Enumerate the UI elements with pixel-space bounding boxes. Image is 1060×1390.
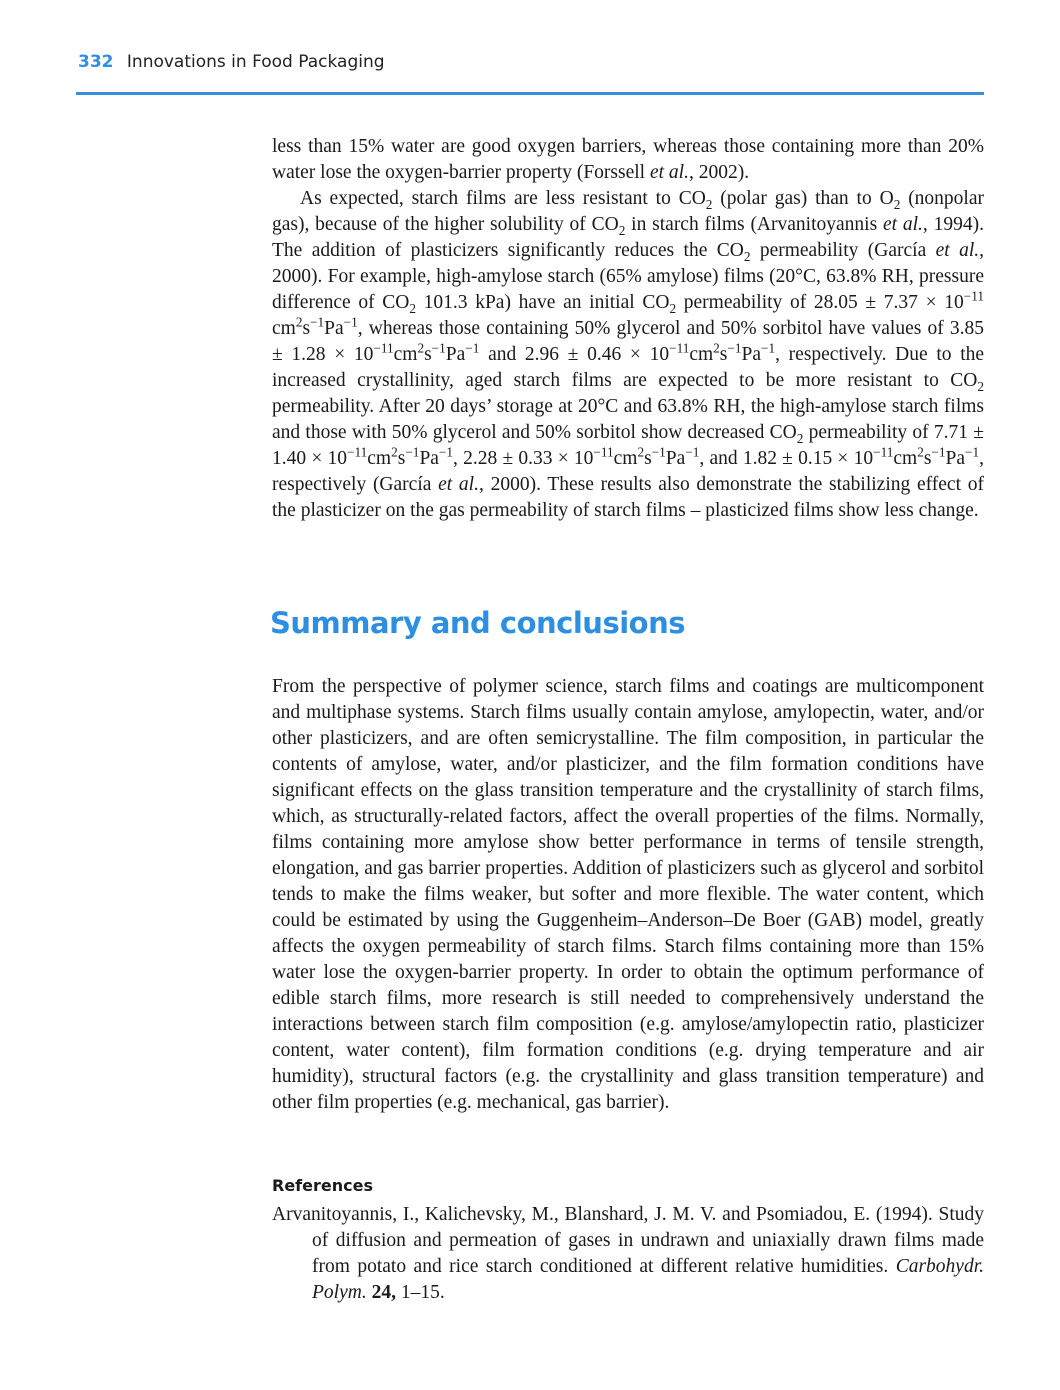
summary-paragraph: From the perspective of polymer science, starch films and coatings are multicomponent and multiphase systems. Starch films usually contain amylose, amylopectin, water, and/or other plasticizers, and are often semicrystalline. The film composition, in particular the contents of amylose, water, and/or plasticizer, and the film formation conditions have significant effects on the glass transition temperature and the crystallinity of starch films, which, as structurally-related factors, affect the overall properties of the films. Normally, films containing more amylose show better performance in terms of tensile strength, elongation, and gas barrier properties. Addition of plasticizers such as glycerol and sorbitol tends to make the films weaker, but softer and more flexible. The water content, which could be estimated by using the Guggenheim–Anderson–De Boer (GAB) model, greatly affects the oxygen permeability of starch films. Starch films containing more than 15% water lose the oxygen-barrier property. In order to obtain the optimum performance of edible starch films, more research is still needed to comprehensively understand the interactions between starch film composition (e.g. amylose/amylopectin ratio, plasticizer content, water content), film formation conditions (e.g. drying temperature and air humidity), structural factors (e.g. the crystallinity and glass transition temperature) and other film properties (e.g. mechanical, gas barrier). <box>272 676 984 1113</box>
body-text-top <box>272 134 984 524</box>
running-head <box>78 52 385 72</box>
reference-item: Arvanitoyannis, I., Kalichevsky, M., Blanshard, J. M. V. and Psomiadou, E. (1994). Study of diffusion and permeation of gases in undrawn and uniaxially drawn films made from potato and rice starch conditioned at different relative humidities. Carbohydr. Polym. 24, 1–15. <box>272 1204 984 1303</box>
section-heading: Summary and conclusions <box>270 606 685 640</box>
paragraph-co2-permeability: As expected, starch films are less resistant to $CO_2$ (polar gas) than to $O_2$ (nonpolar gas), because of the higher solubility of $CO_2$ in starch films (Arvanitoyannis et al., 1994). The addition of plasticizers significantly reduces the $CO_2$ permeability (García et al., 2000). For example, high-amylose starch (65% amylose) films (20°C, 63.8% RH, pressure difference of $CO_2$ 101.3 kPa) have an initial $CO_2$ permeability of $28.05 \pm 7.37 \times 10^{-11}$ $cm^2s^{-1}Pa^{-1}$, whereas those containing 50% glycerol and 50% sorbitol have values of $3.85 \pm 1.28 \times 10^{-11}cm^2s^{-1}Pa^{-1}$ and $2.96 \pm 0.46 \times 10^{-11}cm^2s^{-1}Pa^{-1}$, respectively. Due to the increased crystallinity, aged starch films are expected to be more resistant to $CO_2$ permeability. After 20 days’ storage at 20°C and 63.8% RH, the high-amylose starch films and those with 50% glycerol and 50% sorbitol show decreased $CO_2$ permeability of $7.71 \pm 1.40 \times 10^{-11}cm^2s^{-1}Pa^{-1}$, $2.28 \pm 0.33 \times 10^{-11}cm^2s^{-1}Pa^{-1}$, and $1.82 \pm 0.15 \times 10^{-11}cm^2s^{-1}Pa^{-1}$, respectively (García et al., 2000). These results also demonstrate the stabilizing effect of the plasticizer on the gas permeability of starch films – plasticized films show less change. <box>272 188 985 521</box>
book-title: Innovations in Food Packaging <box>126 52 385 72</box>
body-text-summary <box>272 674 984 1116</box>
header-rule <box>76 92 984 95</box>
references-heading: References <box>272 1176 373 1195</box>
page-number: 332 <box>78 52 114 72</box>
references-list <box>272 1202 984 1306</box>
paragraph-continued: less than 15% water are good oxygen barriers, whereas those containing more than 20% water lose the oxygen-barrier property (Forssell et al., 2002). <box>272 136 984 183</box>
